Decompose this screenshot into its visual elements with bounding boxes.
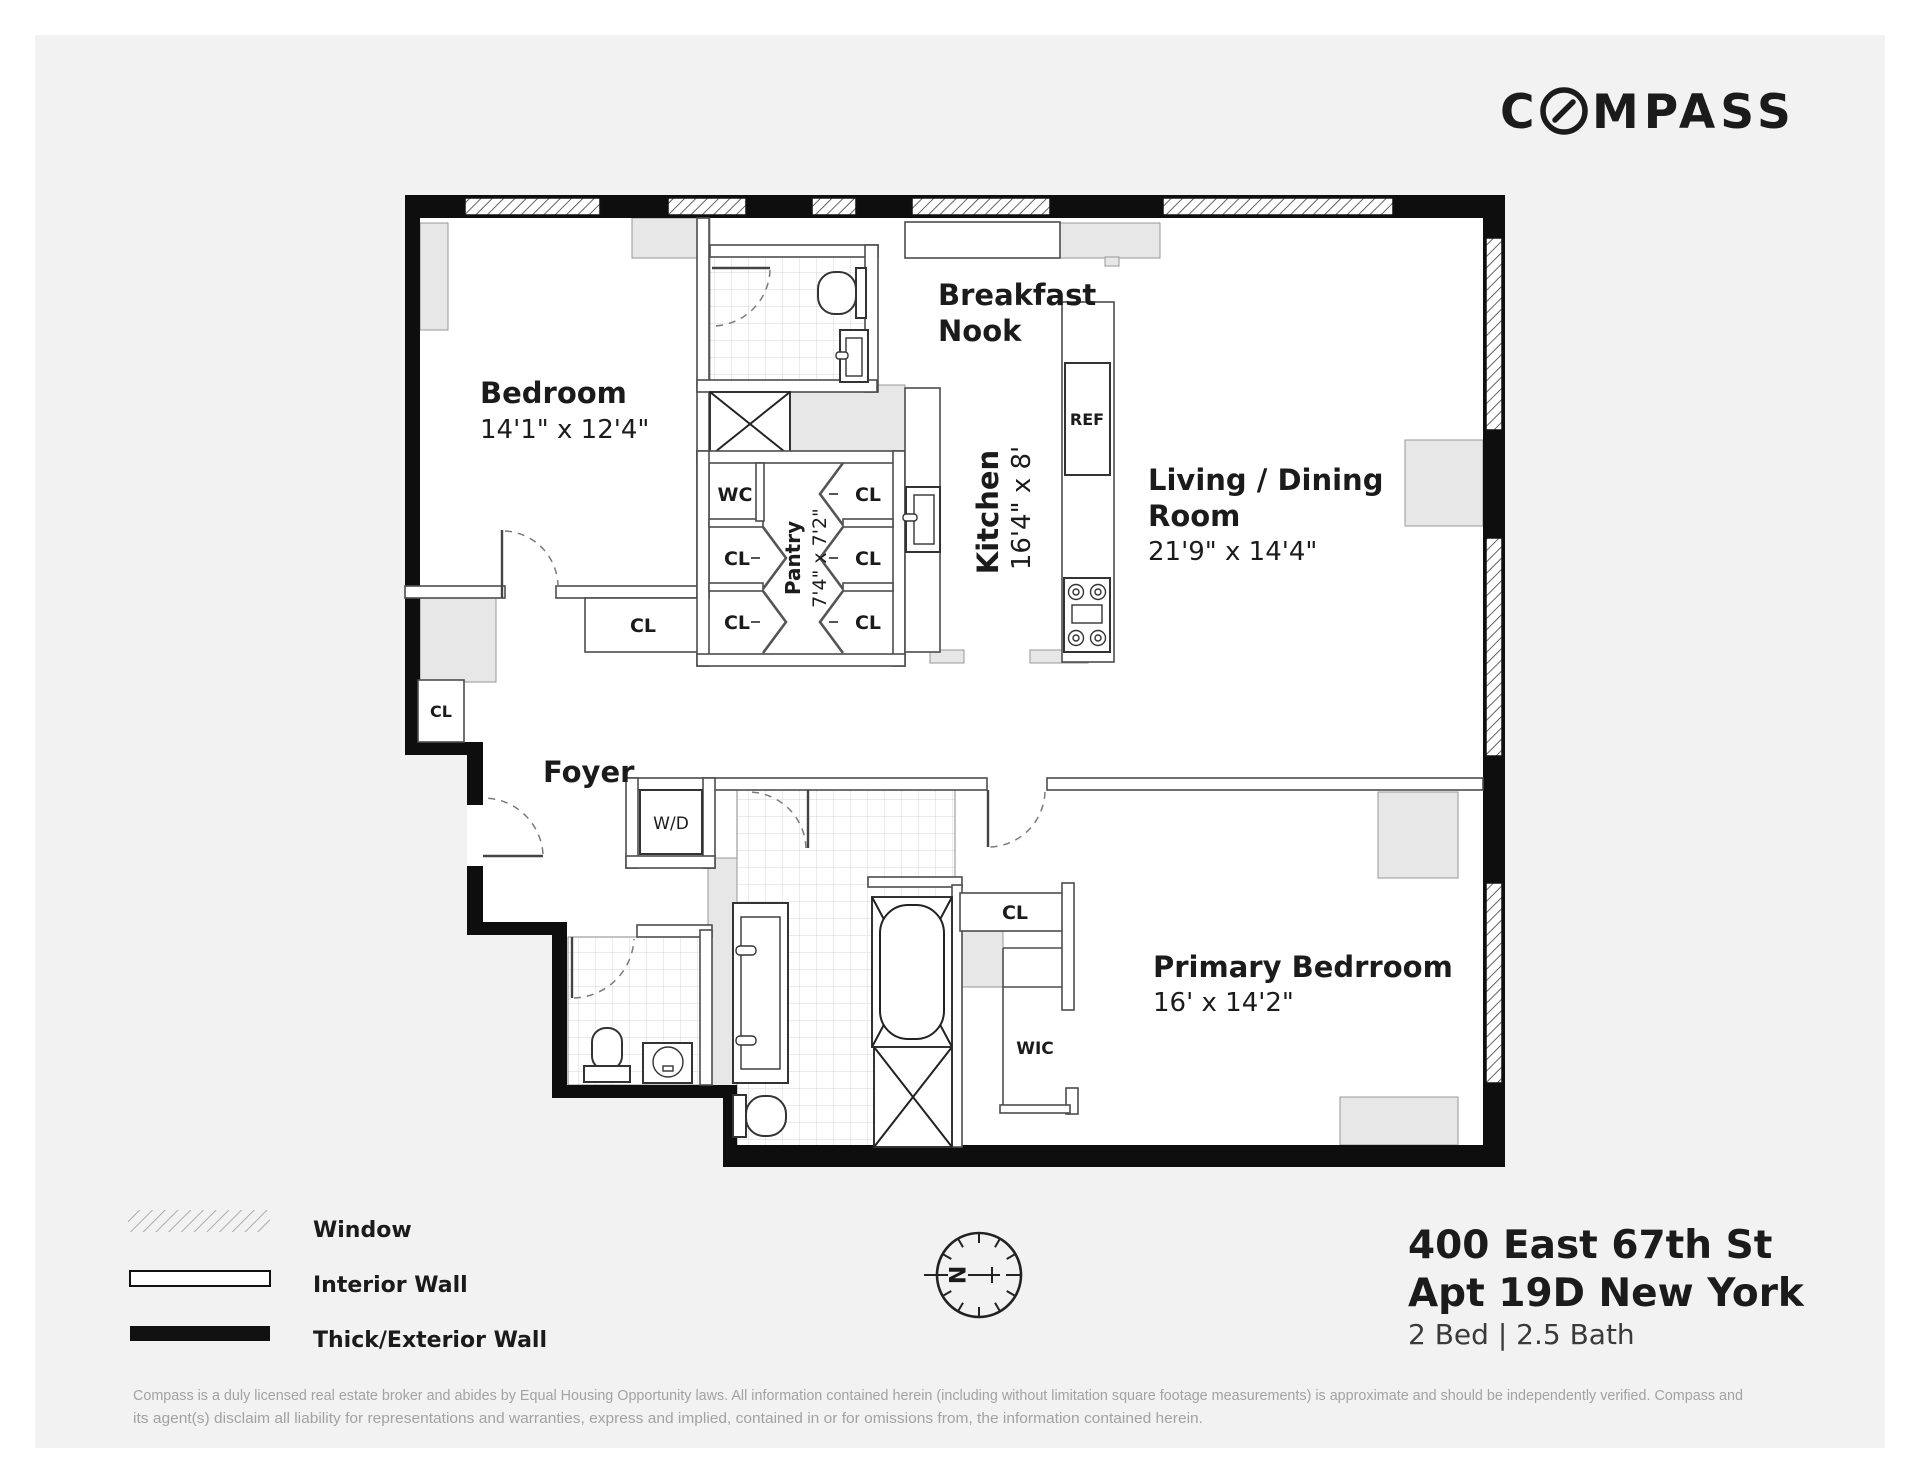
structure-block	[958, 931, 1003, 987]
radiator-block	[1405, 440, 1483, 526]
closet-label: CL	[430, 702, 452, 721]
primary-bedroom-dims: 16' x 14'2"	[1153, 988, 1294, 1018]
window-icon	[1486, 238, 1502, 430]
interior-wall	[405, 586, 505, 598]
interior-wall	[626, 778, 638, 868]
interior-wall	[703, 778, 715, 868]
address-meta: 2 Bed | 2.5 Bath	[1408, 1318, 1635, 1351]
window-icon	[1163, 198, 1393, 215]
radiator-block	[1340, 1097, 1458, 1145]
closet-label: CL	[723, 612, 751, 634]
legend-window-label: Window	[313, 1218, 412, 1243]
closet-label: CL	[854, 484, 882, 506]
exterior-wall-step	[552, 1085, 737, 1098]
legend-thick-wall-swatch	[130, 1326, 270, 1341]
exterior-wall-left	[467, 755, 483, 805]
structure-block	[790, 385, 905, 460]
window-icon	[812, 198, 856, 215]
interior-wall	[628, 778, 987, 790]
exterior-wall-left	[552, 935, 567, 1098]
exterior-wall-left	[405, 195, 420, 755]
interior-wall	[756, 463, 764, 521]
exterior-wall-bottom	[723, 1145, 1505, 1167]
closet-label: CL	[854, 612, 882, 634]
legend-interior-wall-swatch	[130, 1271, 270, 1286]
closet-label: CL	[854, 548, 882, 570]
structure-tab	[1105, 257, 1119, 266]
radiator-block	[1378, 792, 1458, 878]
window-icon	[668, 198, 746, 215]
logo-text-mpass: MPASS	[1592, 85, 1796, 140]
address-line-2: Apt 19D New York	[1408, 1271, 1804, 1316]
wc-label: WC	[717, 484, 753, 506]
interior-wall	[700, 930, 712, 1085]
interior-wall	[556, 586, 709, 598]
logo-text-c: C	[1500, 85, 1540, 140]
bathroom-sink	[836, 330, 868, 382]
interior-wall	[697, 451, 905, 463]
interior-wall	[1000, 1105, 1070, 1113]
north-letter: N	[943, 1265, 968, 1285]
interior-wall	[710, 245, 878, 257]
kitchen-dims: 16'4" x 8'	[1007, 445, 1037, 571]
interior-wall	[893, 451, 905, 666]
interior-wall	[1062, 883, 1074, 1010]
window-band-right	[1486, 238, 1502, 1083]
living-dining-label-1: Living / Dining	[1148, 463, 1384, 497]
floor-plan	[405, 195, 1505, 1167]
wic-label: WIC	[1016, 1039, 1054, 1059]
shaft	[710, 392, 790, 456]
interior-wall	[868, 877, 962, 887]
refrigerator-label: REF	[1069, 410, 1105, 429]
window-icon	[912, 198, 1050, 215]
bedroom-label: Bedroom	[480, 376, 627, 410]
legend-thick-wall-label: Thick/Exterior Wall	[313, 1328, 547, 1353]
breakfast-nook-label-1: Breakfast	[938, 278, 1097, 312]
pantry-label: Pantry	[781, 520, 805, 596]
bathtub	[872, 897, 952, 1047]
living-dining-label-2: Room	[1148, 499, 1241, 533]
interior-wall	[709, 583, 763, 591]
address-line-1: 400 East 67th St	[1408, 1223, 1773, 1268]
breakfast-nook-label-2: Nook	[938, 314, 1022, 348]
disclaimer-line-2: its agent(s) disclaim all liability for representations and warranties, express and implied, contained in or for omissions from, the information contained herein.	[133, 1411, 1203, 1427]
disclaimer-line-1: Compass is a duly licensed real estate broker and abides by Equal Housing Opportunity laws. All information contained herein (including without limitation square footage measurements) is approximate and should be independently verified. Compass and	[133, 1388, 1743, 1404]
closet-label: CL	[723, 548, 751, 570]
interior-wall	[697, 654, 905, 666]
structure-block	[420, 587, 496, 682]
interior-wall	[709, 519, 763, 527]
primary-bedroom-label: Primary Bedrroom	[1153, 950, 1453, 984]
window-icon	[1486, 538, 1502, 756]
interior-wall	[843, 519, 893, 527]
exterior-wall-step	[467, 922, 567, 935]
bedroom-dims: 14'1" x 12'4"	[480, 415, 650, 445]
washer-dryer-label: W/D	[653, 814, 689, 834]
legend-window-swatch	[128, 1210, 270, 1232]
shaft	[874, 1047, 952, 1147]
kitchen-sink	[903, 487, 940, 552]
bathroom-sink	[643, 1043, 692, 1083]
interior-wall	[697, 451, 709, 666]
structure-block	[1060, 223, 1160, 258]
radiator-block	[420, 223, 448, 330]
interior-wall	[843, 583, 893, 591]
window-icon	[1486, 883, 1502, 1083]
breakfast-nook-counter	[905, 222, 1060, 258]
living-dining-dims: 21'9" x 14'4"	[1148, 537, 1318, 567]
stove	[1064, 578, 1110, 652]
window-icon	[465, 198, 600, 215]
pantry-dims: 7'4" x 7'2"	[809, 508, 831, 608]
foyer-label: Foyer	[543, 755, 635, 789]
vanity-sink	[733, 903, 788, 1083]
closet-label: CL	[1001, 902, 1029, 924]
exterior-wall-step	[405, 742, 483, 755]
legend-interior-wall-label: Interior Wall	[313, 1273, 468, 1298]
closet-label: CL	[629, 615, 657, 637]
toilet	[733, 1095, 786, 1137]
interior-wall	[1047, 778, 1483, 790]
interior-wall	[626, 856, 715, 868]
toilet	[818, 268, 866, 318]
kitchen-label: Kitchen	[971, 449, 1005, 575]
